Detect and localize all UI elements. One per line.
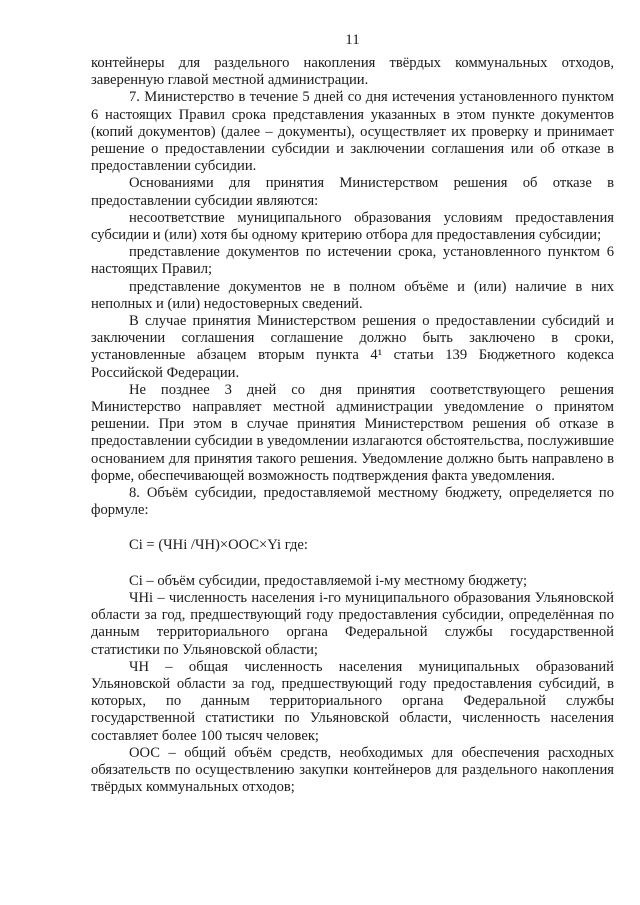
formula: Ci = (ЧНi /ЧН)×ООС×Yi где: (129, 537, 308, 554)
definition: ООС – общий объём средств, необходимых для обеспечения расходных обязательств по осуществлению закупки контейнеров для раздельного накопления твёрдых коммунальных отходов; (91, 744, 614, 796)
paragraph: В случае принятия Министерством решения о предоставлении субсидий и заключении соглашения соглашение должно быть заключено в сроки, установленные абзацем вторым пункта 4¹ статьи 139 Бюджетного кодекса Российской Федерации. (91, 313, 614, 381)
paragraph: Не позднее 3 дней со дня принятия соответствующего решения Министерство направляет местной администрации уведомление о принятом решении. При этом в случае принятия Министерством решения об отказе в предоставлении субсидии в уведомлении излагаются обстоятельства, послужившие основанием для принятия такого решения. Уведомление должно быть направлено в форме, обеспечивающей возможность подтверждения факта уведомления. (91, 381, 614, 484)
paragraph: несоответствие муниципального образования условиям предоставления субсидии и (или) хотя бы одному критерию отбора для предоставления субсидии; (91, 209, 614, 244)
definition: ЧНi – численность населения i-го муниципального образования Ульяновской области за год, предшествующий году предоставления субсидии, определённая по данным территориального органа Федеральной службы государственной статистики по Ульяновской области; (91, 589, 614, 658)
paragraph: 7. Министерство в течение 5 дней со дня истечения установленного пунктом 6 настоящих Правил срока представления указанных в этом пункте документов (копий документов) (далее – документы), осуществляет их проверку и принимает решение о предоставлении субсидии и заключении соглашения или об отказе в предоставлении субсидии. (91, 89, 614, 175)
paragraph: представление документов не в полном объёме и (или) наличие в них неполных и (или) недостоверных сведений. (91, 278, 614, 312)
paragraph: Основаниями для принятия Министерством решения об отказе в предоставлении субсидии являются: (91, 175, 614, 209)
document-body (91, 55, 614, 796)
definition: ЧН – общая численность населения муниципальных образований Ульяновской области за год, предшествующий году предоставления субсидий, в которых, по данным территориального органа Федеральной службы государственной статистики по Ульяновской области, численность населения составляет более 100 тысяч человек; (91, 658, 614, 744)
page-number: 11 (345, 32, 360, 48)
paragraph: 8. Объём субсидии, предоставляемой местному бюджету, определяется по формуле: (91, 485, 614, 519)
definition: Ci – объём субсидии, предоставляемой i-му местному бюджету; (129, 572, 527, 589)
paragraph: представление документов по истечении срока, установленного пунктом 6 настоящих Правил; (91, 244, 614, 278)
paragraph: контейнеры для раздельного накопления твёрдых коммунальных отходов, заверенную главой местной администрации. (91, 55, 614, 89)
